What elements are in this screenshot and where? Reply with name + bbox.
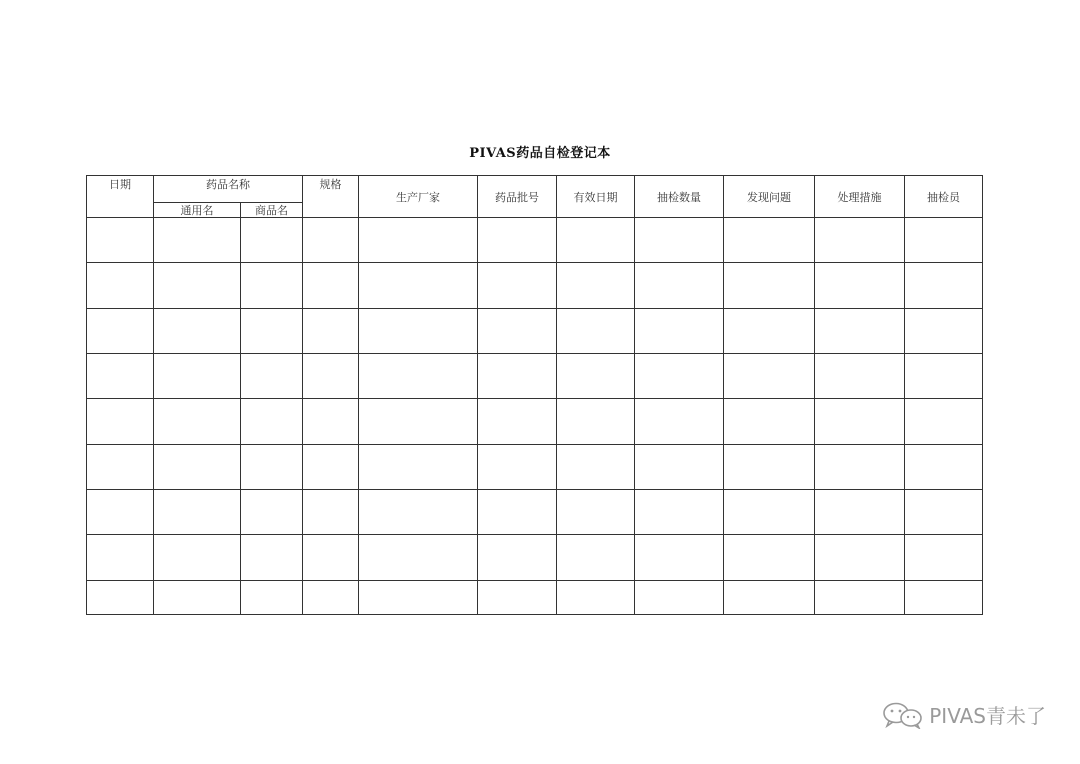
header-batch-no: 药品批号 — [478, 176, 557, 218]
table-cell[interactable] — [905, 399, 983, 444]
table-cell[interactable] — [724, 444, 815, 489]
table-cell[interactable] — [815, 263, 905, 308]
table-cell[interactable] — [241, 489, 303, 534]
register-body — [87, 218, 983, 615]
table-cell[interactable] — [815, 399, 905, 444]
header-inspector: 抽检员 — [905, 176, 983, 218]
table-cell[interactable] — [154, 263, 241, 308]
table-cell[interactable] — [241, 399, 303, 444]
table-cell[interactable] — [478, 535, 557, 580]
table-cell[interactable] — [241, 308, 303, 353]
table-cell[interactable] — [724, 218, 815, 263]
table-cell[interactable] — [635, 580, 724, 614]
header-issues: 发现问题 — [724, 176, 815, 218]
table-cell[interactable] — [478, 399, 557, 444]
table-row — [87, 218, 983, 263]
table-cell[interactable] — [905, 535, 983, 580]
table-cell[interactable] — [303, 263, 359, 308]
table-cell[interactable] — [154, 489, 241, 534]
table-cell[interactable] — [635, 353, 724, 398]
table-cell[interactable] — [905, 489, 983, 534]
table-cell[interactable] — [724, 535, 815, 580]
table-cell[interactable] — [478, 263, 557, 308]
table-cell[interactable] — [478, 218, 557, 263]
table-cell[interactable] — [478, 580, 557, 614]
table-cell[interactable] — [154, 218, 241, 263]
table-cell[interactable] — [359, 218, 478, 263]
table-cell[interactable] — [359, 535, 478, 580]
table-cell[interactable] — [87, 218, 154, 263]
table-cell[interactable] — [815, 218, 905, 263]
table-cell[interactable] — [557, 535, 635, 580]
table-cell[interactable] — [241, 535, 303, 580]
wechat-icon — [881, 701, 925, 729]
table-cell[interactable] — [478, 308, 557, 353]
watermark — [881, 700, 1046, 729]
table-cell[interactable] — [557, 263, 635, 308]
header-expiry: 有效日期 — [557, 176, 635, 218]
table-cell[interactable] — [724, 308, 815, 353]
header-generic-name: 通用名 — [154, 203, 241, 218]
table-cell[interactable] — [635, 444, 724, 489]
table-cell[interactable] — [557, 308, 635, 353]
table-cell[interactable] — [478, 489, 557, 534]
table-row — [87, 444, 983, 489]
header-sample-qty: 抽检数量 — [635, 176, 724, 218]
table-cell[interactable] — [303, 218, 359, 263]
table-row — [87, 489, 983, 534]
table-cell[interactable] — [87, 489, 154, 534]
table-cell[interactable] — [87, 580, 154, 614]
table-cell[interactable] — [815, 580, 905, 614]
table-cell[interactable] — [87, 263, 154, 308]
table-cell[interactable] — [557, 353, 635, 398]
header-trade-name: 商品名 — [241, 203, 303, 218]
table-cell[interactable] — [241, 263, 303, 308]
table-cell[interactable] — [635, 489, 724, 534]
table-row — [87, 263, 983, 308]
header-spec: 规格 — [303, 176, 359, 218]
table-cell[interactable] — [359, 489, 478, 534]
table-cell[interactable] — [815, 308, 905, 353]
table-row — [87, 535, 983, 580]
table-cell[interactable] — [478, 444, 557, 489]
table-row — [87, 308, 983, 353]
table-cell[interactable] — [815, 353, 905, 398]
table-cell[interactable] — [241, 353, 303, 398]
table-cell[interactable] — [87, 353, 154, 398]
table-cell[interactable] — [905, 308, 983, 353]
table-cell[interactable] — [557, 580, 635, 614]
table-cell[interactable] — [724, 580, 815, 614]
table-cell[interactable] — [635, 399, 724, 444]
table-cell[interactable] — [557, 218, 635, 263]
document-title: PIVAS药品自检登记本 — [469, 146, 611, 161]
watermark-text: PIVAS青未了 — [929, 704, 1046, 728]
table-cell[interactable] — [87, 308, 154, 353]
table-cell[interactable] — [557, 489, 635, 534]
table-cell[interactable] — [87, 444, 154, 489]
table-cell[interactable] — [303, 353, 359, 398]
table-cell[interactable] — [905, 263, 983, 308]
header-manufacturer: 生产厂家 — [359, 176, 478, 218]
table-cell[interactable] — [303, 489, 359, 534]
table-cell[interactable] — [905, 444, 983, 489]
table-cell[interactable] — [724, 399, 815, 444]
table-cell[interactable] — [905, 218, 983, 263]
table-cell[interactable] — [635, 308, 724, 353]
table-cell[interactable] — [905, 580, 983, 614]
table-cell[interactable] — [154, 353, 241, 398]
table-cell[interactable] — [815, 489, 905, 534]
table-cell[interactable] — [724, 353, 815, 398]
table-cell[interactable] — [905, 353, 983, 398]
table-cell[interactable] — [724, 489, 815, 534]
table-cell[interactable] — [241, 580, 303, 614]
table-cell[interactable] — [359, 353, 478, 398]
table-cell[interactable] — [303, 580, 359, 614]
table-cell[interactable] — [359, 444, 478, 489]
table-cell[interactable] — [154, 444, 241, 489]
table-cell[interactable] — [303, 308, 359, 353]
table-cell[interactable] — [87, 399, 154, 444]
table-cell[interactable] — [154, 535, 241, 580]
table-cell[interactable] — [724, 263, 815, 308]
table-cell[interactable] — [359, 263, 478, 308]
table-cell[interactable] — [557, 444, 635, 489]
table-row — [87, 353, 983, 398]
table-cell[interactable] — [557, 399, 635, 444]
table-cell[interactable] — [635, 535, 724, 580]
table-row — [87, 399, 983, 444]
table-cell[interactable] — [303, 399, 359, 444]
table-cell[interactable] — [303, 444, 359, 489]
table-cell[interactable] — [241, 218, 303, 263]
table-cell[interactable] — [815, 444, 905, 489]
self-inspection-register-table — [86, 175, 983, 615]
table-cell[interactable] — [154, 580, 241, 614]
table-cell[interactable] — [635, 218, 724, 263]
table-cell[interactable] — [635, 263, 724, 308]
table-cell[interactable] — [87, 535, 154, 580]
header-date: 日期 — [87, 176, 154, 218]
header-measures: 处理措施 — [815, 176, 905, 218]
table-cell[interactable] — [241, 444, 303, 489]
table-cell[interactable] — [815, 535, 905, 580]
table-cell[interactable] — [154, 308, 241, 353]
table-cell[interactable] — [359, 399, 478, 444]
table-row — [87, 580, 983, 614]
table-cell[interactable] — [303, 535, 359, 580]
table-cell[interactable] — [478, 353, 557, 398]
header-drug-name: 药品名称 — [154, 176, 303, 203]
table-cell[interactable] — [154, 399, 241, 444]
table-cell[interactable] — [359, 308, 478, 353]
table-cell[interactable] — [359, 580, 478, 614]
